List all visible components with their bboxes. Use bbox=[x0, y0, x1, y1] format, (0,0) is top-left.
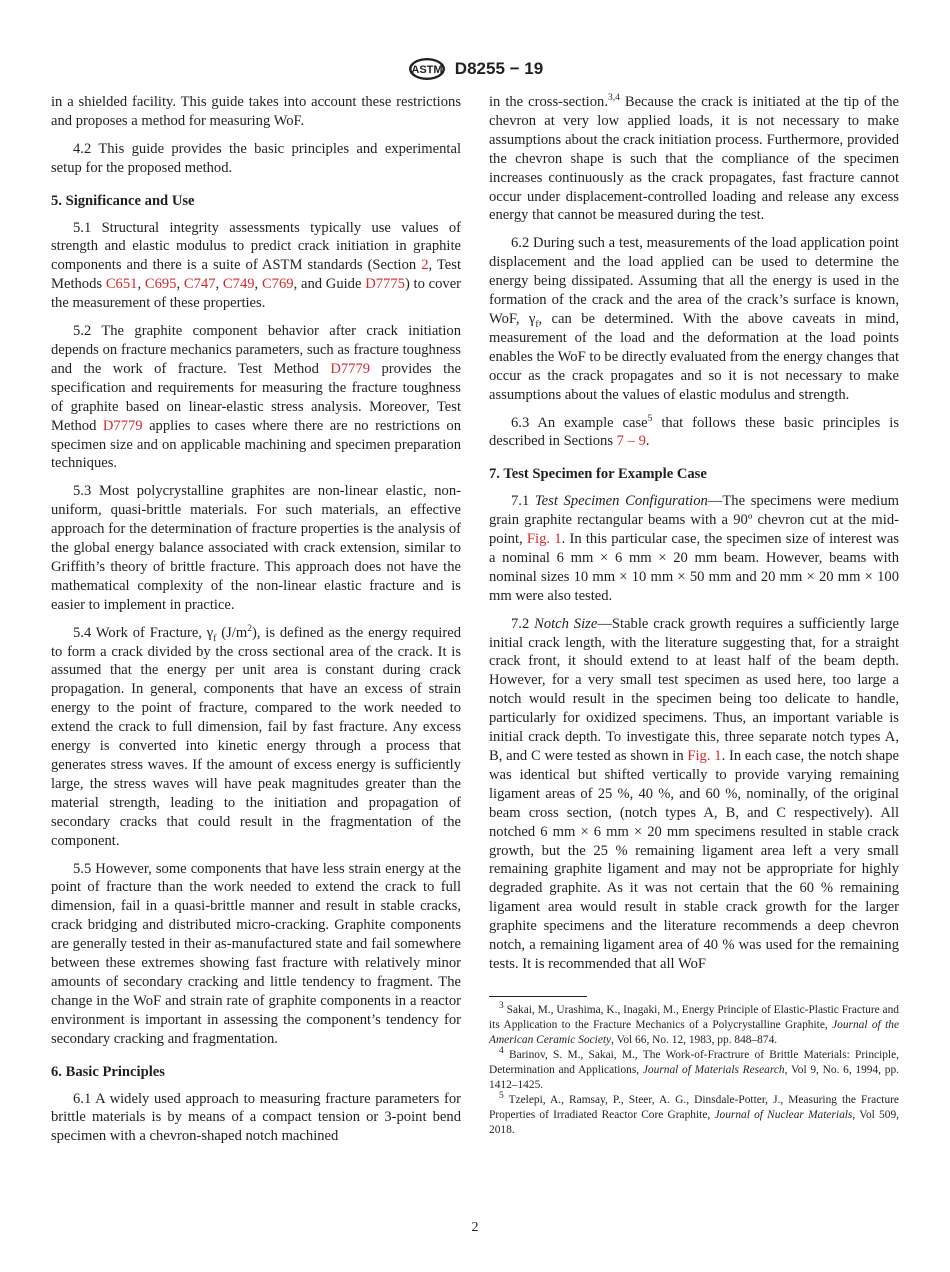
sections-7-9-link[interactable]: 7 – 9 bbox=[616, 433, 646, 450]
paragraph-6-1-continued: in the cross-section.$^{3,4}$ Because the crack is initiated at the tip of the chevron at very low applied loads, it is not necessary to make assumptions about the crack initiation process. Furthermore, provided the chevron shape is such that the compliance of the specimen increases continuously as the crack propagates, fast fracture cannot occur under displacement-controlled loading and release any excess energy that cannot be measured during the test. bbox=[489, 93, 899, 224]
d7775-link[interactable]: D7775 bbox=[365, 276, 405, 293]
d7779-link[interactable]: D7779 bbox=[330, 360, 371, 377]
paragraph-5-1: 5.1 Structural integrity assessments typically use values of strength and elastic modulus to predict crack initiation in graphite components and there is a suite of ASTM standards (Section 2, Test Methods C651, C695, C747, C749, C769, and Guide D7775) to cover the measurement of these properties. bbox=[51, 219, 462, 312]
c651-link[interactable]: C651 bbox=[105, 276, 138, 293]
c695-link[interactable]: C695 bbox=[144, 276, 177, 293]
c747-link[interactable]: C747 bbox=[183, 276, 216, 293]
right-column bbox=[489, 93, 899, 1138]
d7779-link-2[interactable]: D7779 bbox=[102, 417, 143, 434]
page-header bbox=[0, 56, 950, 82]
section-5-heading: 5. Significance and Use bbox=[51, 192, 195, 209]
footnote-ref-5: 5 bbox=[647, 413, 653, 424]
paragraph-5-5: 5.5 However, some components that have less strain energy at the point of fracture than the work needed to extend the crack to full dimension, fail in a quasi-brittle manner and result in stable cracks, crack bridging and distributed micro-cracking. Graphite components are generally tested in their as-manufactured state and fail somewhere between these extremes showing fast fracture with relatively minor amounts of secondary cracking and little tendency to fragment. The change in the WoF and strain rate of graphite components in a reactor environment is important in assessing the component’s tendency for secondary cracking and fragmentation. bbox=[51, 860, 461, 1047]
section-2-link[interactable]: 2 bbox=[421, 257, 429, 274]
footnote-4: $^4$ Barinov, S. M., Sakai, M., The Work-of-Fractrure of Brittle Materials: Principle, Determination and Applications, Journal of Materials Research, Vol 9, No. 6, 1994, pp. 1412–1425. bbox=[489, 1046, 899, 1091]
fig-1-link[interactable]: Fig. 1 bbox=[526, 531, 562, 548]
paragraph-5-4: 5.4 Work of Fracture, $\gamma_f$ $(J/m^2)$, is defined as the energy required to form a crack divided by the cross sectional area of the crack. It is assumed that the energy per unit area is constant during crack propagation. In general, components that have an excess of strain energy to the point of fracture, compared to the work needed to extend the crack to full dimension, fail by fast fracture. Any excess energy is converted into kinetic energy through a process that generates stress waves. If the amount of excess energy is sufficiently large, the stress waves will have peak magnitudes greater than the material strength, leading to the initiation and propagation of secondary cracks that could result in the fragmentation of the component. bbox=[51, 623, 461, 849]
paragraph-5-2: 5.2 The graphite component behavior after crack initiation depends on fracture mechanics parameters, such as fracture toughness and the work of fracture. Test Method D7779 provides the specification and requirements for measuring the fracture toughness of graphite based on linear-elastic stress analysis. Moreover, Test Method D7779 applies to cases where there are no restrictions on specimen size and on applicable machining and specimen preparation techniques. bbox=[51, 323, 461, 472]
section-7-heading: 7. Test Specimen for Example Case bbox=[489, 466, 707, 483]
fig-1-link-2[interactable]: Fig. 1 bbox=[687, 748, 722, 764]
footnote-divider bbox=[489, 996, 587, 997]
paragraph-intro-continued: in a shielded facility. This guide takes into account these restrictions and proposes a method for measuring WoF. bbox=[51, 94, 461, 129]
footnote-3: $^3$ Sakai, M., Urashima, K., Inagaki, M., Energy Principle of Elastic-Plastic Fracture and its Application to the Fracture Mechanics of a Polycrystalline Graphite, Journal of the American Ceramic Society, Vol 66, No. 12, 1983, pp. 848–874. bbox=[489, 1001, 899, 1046]
footnote-5: $^5$ Tzelepi, A., Ramsay, P., Steer, A. G., Dinsdale-Potter, J., Measuring the Fracture Properties of Irradiated Reactor Core Graphite, Journal of Nuclear Materials, Vol 509, 2018. bbox=[489, 1091, 899, 1136]
astm-logo bbox=[407, 56, 447, 82]
document-designation: D8255 − 19 bbox=[454, 59, 544, 78]
paragraph-7-1: 7.1 Test Specimen Configuration—The specimens were medium grain graphite rectangular beams with a 90º chevron cut at the mid-point, Fig. 1. In this particular case, the specimen size of interest was a nominal 6 mm × 6 mm × 20 mm beam. However, beams with nominal sizes 10 mm × 10 mm × 50 mm and 20 mm × 20 mm × 100 mm were also tested. bbox=[489, 493, 900, 604]
astm-logo-text: ASTM bbox=[411, 64, 443, 76]
section-6-heading: 6. Basic Principles bbox=[51, 1063, 165, 1080]
page-number: 2 bbox=[471, 1220, 479, 1235]
paragraph-4-2: 4.2 This guide provides the basic principles and experimental setup for the proposed method. bbox=[51, 140, 461, 176]
paragraph-5-3: 5.3 Most polycrystalline graphites are non-linear elastic, non-uniform, quasi-brittle materials. For such materials, an effective approach for the determination of fracture properties is the analysis of the global energy balance associated with crack extension, similar to Griffith’s theory of brittle fracture. This approach does not have the mathematical complexity of the non-linear elastic fracture and is easier to implement in practice. bbox=[51, 483, 461, 613]
footnote-ref-3-4: 3,4 bbox=[607, 93, 620, 104]
left-column bbox=[51, 93, 461, 1155]
paragraph-6-3: 6.3 An example case$^5$ that follows these basic principles is described in Sections 7 – 9. bbox=[489, 413, 899, 450]
paragraph-6-1: 6.1 A widely used approach to measuring fracture parameters for brittle materials is by means of a compact tension or 3-point bend specimen with a chevron-shaped notch machined bbox=[51, 1090, 461, 1145]
c749-link[interactable]: C749 bbox=[222, 276, 255, 293]
paragraph-6-2: 6.2 During such a test, measurements of the load application point displacement and the load applied can be used to determine the energy being dissipated. Assuming that all the energy is used in the formation of the crack and the area of the crack’s surface is known, WoF, $\gamma_f$, can be determined. With the above caveats in mind, measurement of the load and the deformation at the load points enables the WoF to be directly evaluated from the energy changes that occur as the crack propagates and so it is not necessary to make assumptions about the values of elastic modulus and strength. bbox=[489, 235, 899, 403]
c769-link[interactable]: C769 bbox=[261, 276, 294, 293]
paragraph-7-2: 7.2 Notch Size—Stable crack growth requires a sufficiently large initial crack length, with the literature suggesting that, for a straight crack front, it should extend to at least half of the beam depth. However, for a very small test specimen as used here, too large a notch would result in the specimen being too delicate to handle, particularly for oxidized specimens. Thus, an important variable is initial crack depth. To investigate this, three separate notch types A, B, and C were tested as shown in Fig. 1. In each case, the notch shape was identical but shifted vertically to provide varying remaining ligament areas of 25 %, 40 %, and 60 %, nominally, of the original beam cross section, (notch types A, B, and C respectively). All notched 6 mm × 6 mm × 20 mm specimens resulted in stable crack growth, but the 25 % remaining ligament area left a very small remaining graphite ligament and may not be appropriate for highly degraded graphite. As it was not certain that the 60 % remaining ligament area would result in stable crack growth for the larger graphite specimens and the literature recommends a deep chevron notch, a remaining ligament area of 40 % was used for the remaining tests. It is recommended that all WoF bbox=[489, 615, 899, 972]
